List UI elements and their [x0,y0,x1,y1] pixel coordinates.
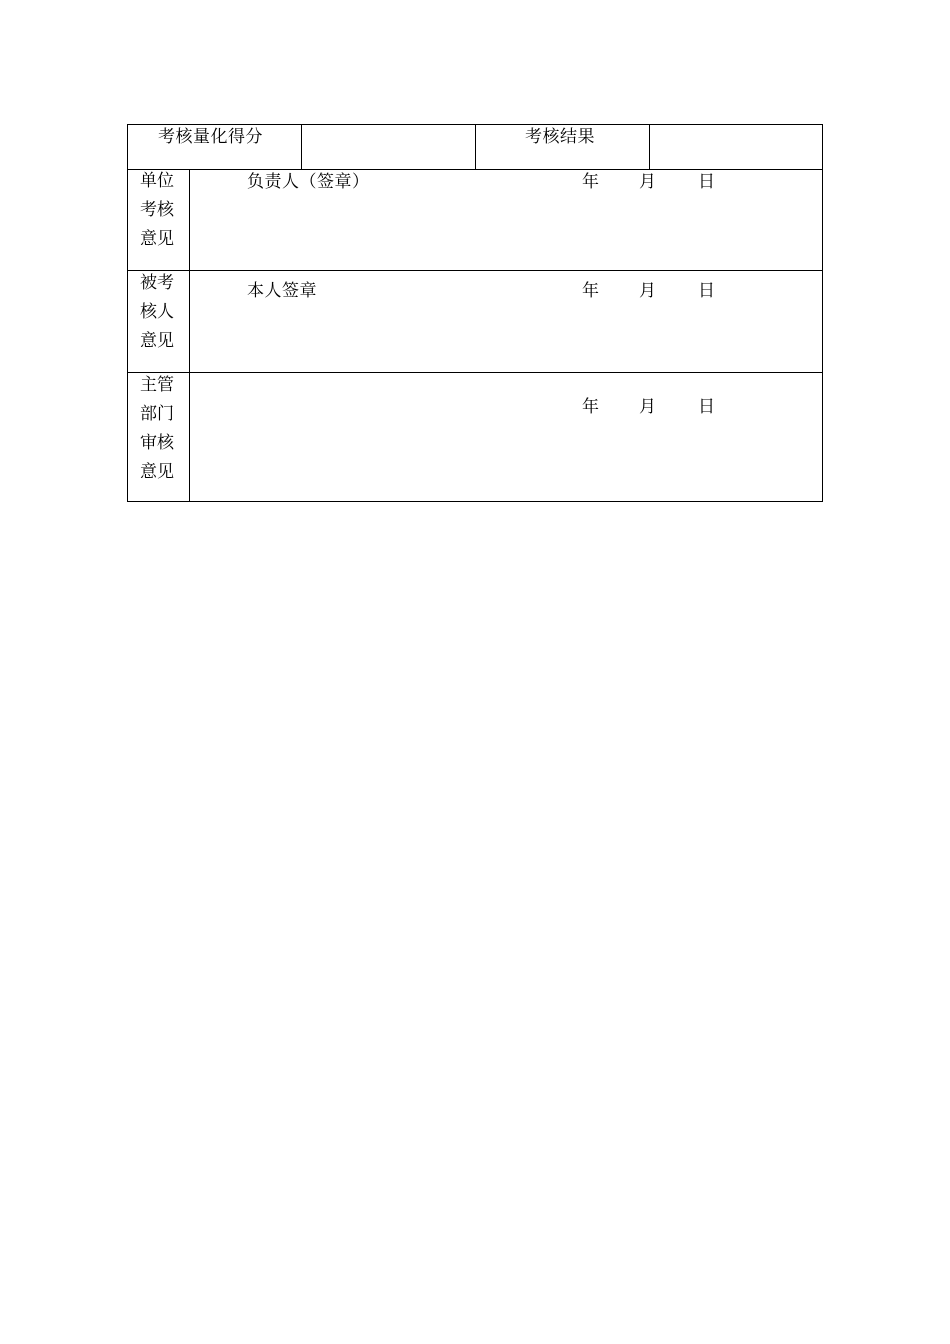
month-label: 月 [639,397,657,417]
month-label: 月 [639,172,657,192]
department-review-label [140,371,180,487]
month-label: 月 [639,281,657,301]
header-divider-1 [301,125,302,169]
row-divider-3 [128,372,822,373]
day-label: 日 [698,172,716,192]
label-line: 主管 [140,375,174,395]
row-divider-2 [128,270,822,271]
label-line: 意见 [140,462,174,482]
score-label: 考核量化得分 [158,127,263,147]
label-line: 部门 [140,404,174,424]
score-value-field[interactable] [313,129,463,149]
result-label: 考核结果 [525,127,595,147]
year-label: 年 [582,397,600,417]
label-line: 被考 [140,273,174,293]
label-line: 审核 [140,433,174,453]
label-line: 考核 [140,200,174,220]
assessee-opinion-label [140,269,180,356]
unit-opinion-label [140,167,180,254]
label-line: 核人 [140,302,174,322]
label-column-divider [189,169,190,501]
label-line: 意见 [140,331,174,351]
assessment-form-table [127,124,823,502]
label-line: 意见 [140,229,174,249]
supervisor-signature-label: 负责人（签章） [247,172,370,192]
result-value-field[interactable] [661,129,811,149]
self-signature-label: 本人签章 [247,281,317,301]
header-divider-2 [475,125,476,169]
year-label: 年 [582,281,600,301]
day-label: 日 [698,281,716,301]
day-label: 日 [698,397,716,417]
header-divider-3 [649,125,650,169]
label-line: 单位 [140,171,174,191]
year-label: 年 [582,172,600,192]
row-divider-1 [128,169,822,170]
